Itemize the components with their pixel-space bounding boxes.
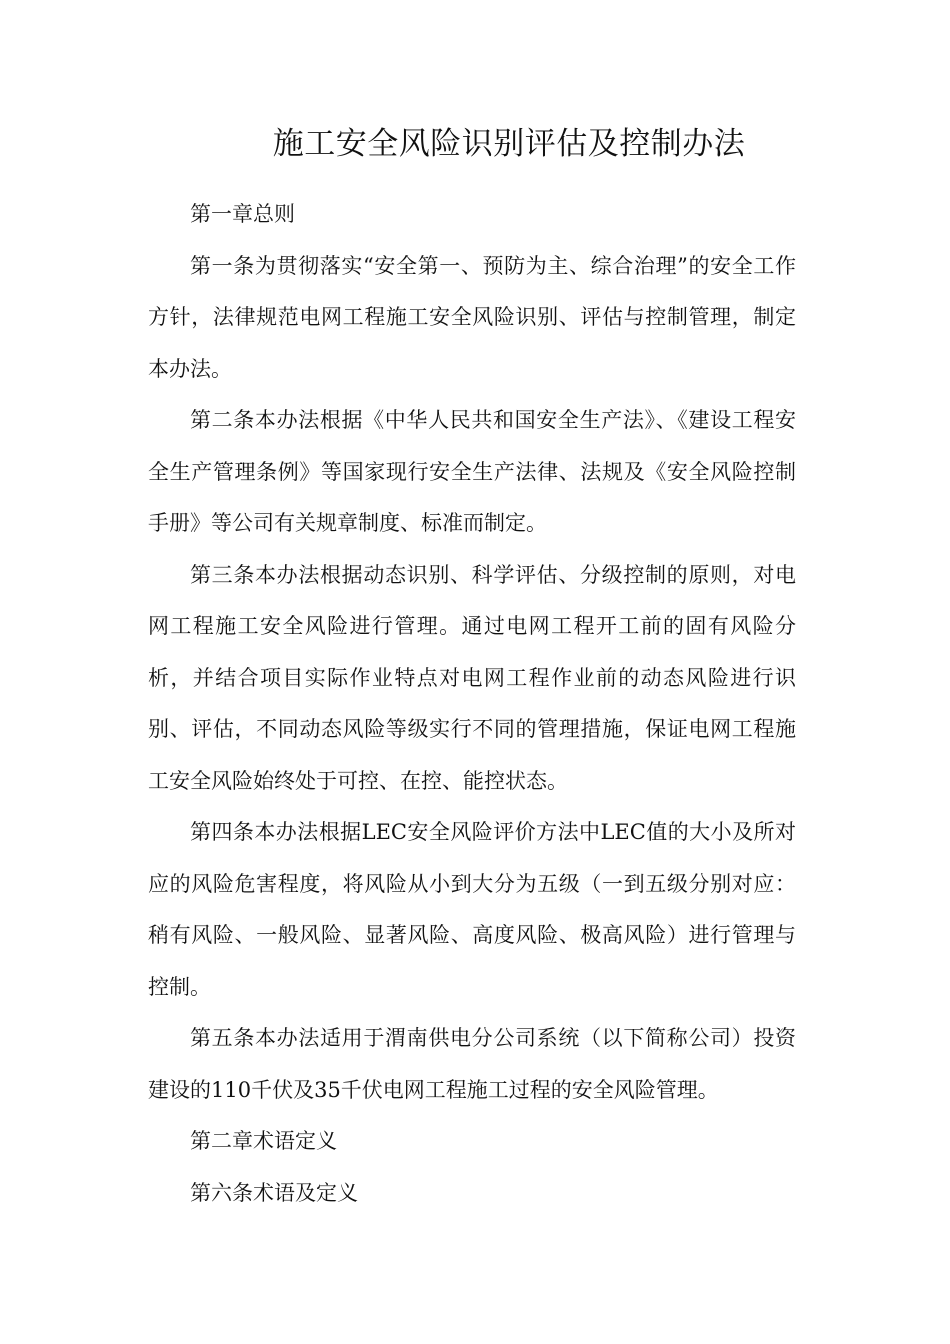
article-paragraph: 第三条本办法根据动态识别、科学评估、分级控制的原则，对电网工程施工安全风险进行管理。通过电网工程开工前的固有风险分析，并结合项目实际作业特点对电网工程作业前的动态风险进行识别、评估，不同动态风险等级实行不同的管理措施，保证电网工程施工安全风险始终处于可控、在控、能控状态。 — [148, 562, 796, 793]
article-paragraph: 第二条本办法根据《中华人民共和国安全生产法》、《建设工程安全生产管理条例》等国家现行安全生产法律、法规及《安全风险控制手册》等公司有关规章制度、标准而制定。 — [148, 408, 796, 535]
document-body — [148, 189, 796, 1219]
article-paragraph: 第四条本办法根据LEC安全风险评价方法中LEC值的大小及所对应的风险危害程度，将风险从小到大分为五级（一到五级分别对应：稍有风险、一般风险、显著风险、高度风险、极高风险）进行管理与控制。 — [148, 820, 796, 999]
article-paragraph: 第五条本办法适用于渭南供电分公司系统（以下简称公司）投资建设的110千伏及35千伏电网工程施工过程的安全风险管理。 — [148, 1026, 796, 1102]
document-title: 施工安全风险识别评估及控制办法 — [272, 126, 746, 162]
chapter-heading: 第二章术语定义 — [190, 1129, 337, 1153]
article-paragraph: 第一条为贯彻落实“安全第一、预防为主、综合治理”的安全工作方针，法律规范电网工程施工安全风险识别、评估与控制管理，制定本办法。 — [148, 253, 796, 381]
chapter-heading: 第一章总则 — [190, 202, 295, 226]
article-heading: 第六条术语及定义 — [190, 1180, 358, 1205]
